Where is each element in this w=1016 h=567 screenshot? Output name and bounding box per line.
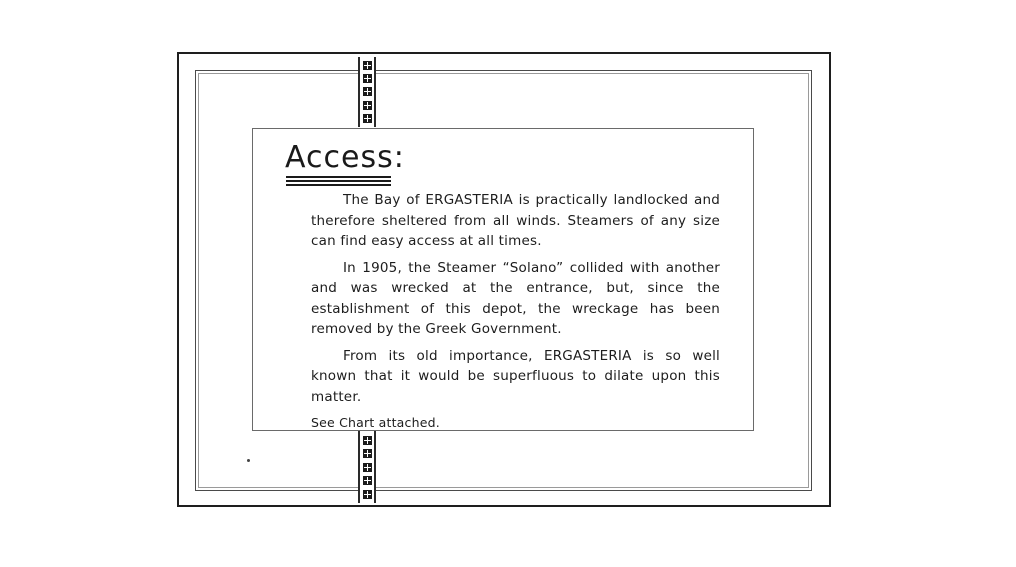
chart-note: See Chart attached. [311, 415, 440, 430]
paragraph-solano: In 1905, the Steamer “Solano” collided with another and was wrecked at the entrance, but, since the establishment of this depot, the wreckage has been removed by the Greek Government. [311, 259, 720, 337]
ornament-strip-top [358, 57, 376, 127]
cross-box-icon [363, 114, 372, 123]
cross-box-icon [363, 101, 372, 110]
paragraph-importance: From its old importance, ERGASTERIA is so well known that it would be superfluous to dilate upon this matter. [311, 347, 720, 405]
paper-speck [247, 459, 250, 462]
cross-box-icon [363, 61, 372, 70]
cross-box-icon [363, 463, 372, 472]
ornament-strip-bottom [358, 431, 376, 503]
heading-underline [286, 176, 391, 188]
cross-box-icon [363, 74, 372, 83]
cross-box-icon [363, 476, 372, 485]
page-heading: Access: [285, 140, 405, 175]
cross-box-icon [363, 87, 372, 96]
cross-box-icon [363, 490, 372, 499]
paragraph-bay: The Bay of ERGASTERIA is practically landlocked and therefore sheltered from all winds. Steamers of any size can find easy access at all times. [311, 192, 720, 249]
cross-box-icon [363, 449, 372, 458]
body-text [311, 190, 720, 440]
